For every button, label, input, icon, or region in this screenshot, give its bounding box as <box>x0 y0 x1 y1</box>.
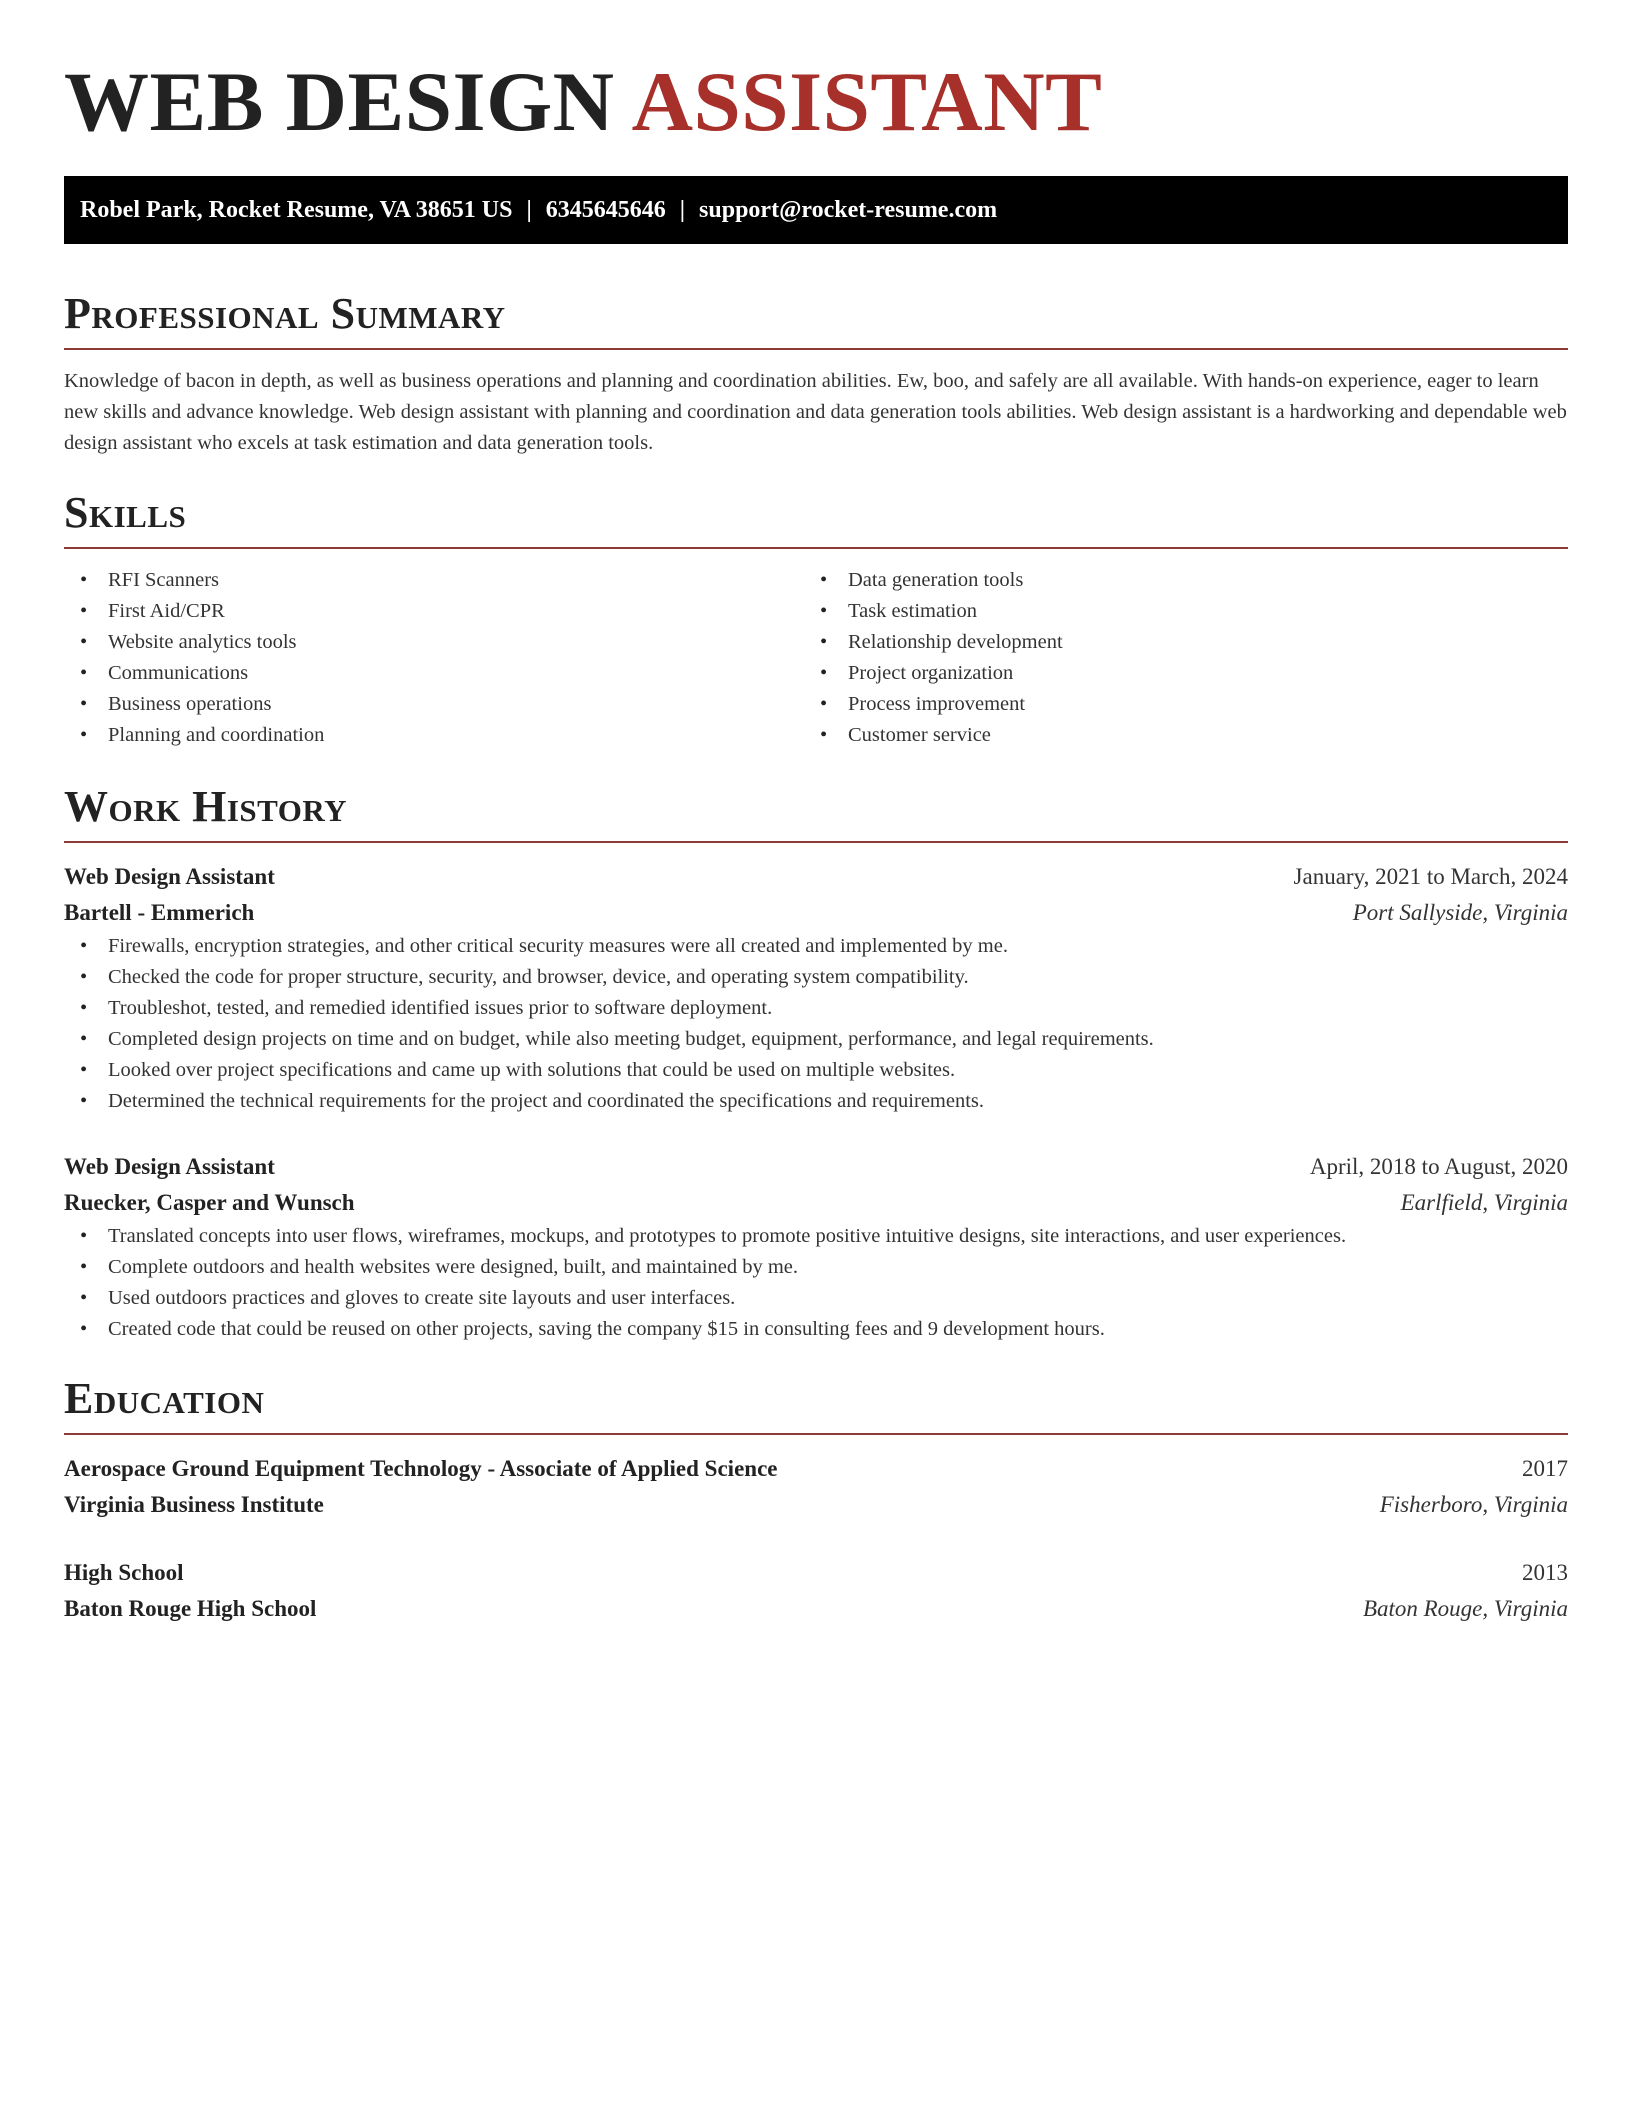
contact-bar <box>64 176 1568 244</box>
job-company: Bartell - Emmerich <box>64 900 255 925</box>
job-bullet: • Checked the code for proper structure, security, and browser, device, and operating system compatibility. <box>64 962 1568 993</box>
section-divider <box>64 348 1568 350</box>
education-entry <box>64 1555 1568 1627</box>
job-title: Web Design Assistant <box>64 1154 275 1179</box>
job-header-row <box>64 859 1568 895</box>
skills-list-right <box>804 565 1544 751</box>
job-bullet: • Complete outdoors and health websites were designed, built, and maintained by me. <box>64 1252 1568 1283</box>
section-divider <box>64 841 1568 843</box>
job-dates: January, 2021 to March, 2024 <box>1293 864 1568 889</box>
skill-item: • Task estimation <box>804 596 1544 627</box>
education-school: Virginia Business Institute <box>64 1492 324 1517</box>
skill-item: • Website analytics tools <box>64 627 804 658</box>
contact-address: Robel Park, Rocket Resume, VA 38651 US <box>80 197 513 223</box>
job-title: Web Design Assistant <box>64 864 275 889</box>
job-company-row <box>64 895 1568 931</box>
education-degree: Aerospace Ground Equipment Technology - Associate of Applied Science <box>64 1456 778 1481</box>
contact-email: support@rocket-resume.com <box>699 197 998 223</box>
job-bullet: • Translated concepts into user flows, wireframes, mockups, and prototypes to promote positive intuitive designs, site interactions, and user experiences. <box>64 1221 1568 1252</box>
job-header-row <box>64 1149 1568 1185</box>
job-company-row <box>64 1185 1568 1221</box>
job-bullet: • Determined the technical requirements for the project and coordinated the specifications and requirements. <box>64 1086 1568 1117</box>
skill-item: • RFI Scanners <box>64 565 804 596</box>
skills-list-left <box>64 565 804 751</box>
skills-grid <box>64 565 1568 751</box>
job-bullet: • Troubleshot, tested, and remedied identified issues prior to software deployment. <box>64 993 1568 1024</box>
section-divider <box>64 547 1568 549</box>
summary-text: Knowledge of bacon in depth, as well as business operations and planning and coordination abilities. Ew, boo, and safely are all available. With hands-on experience, eager to learn new skills and advance knowledge. Web design assistant with planning and coordination and data generation tools abilities. Web design assistant is a hardworking and dependable web design assistant who excels at task estimation and data generation tools. <box>64 370 1567 454</box>
work-history-heading: Work History <box>64 782 348 831</box>
education-degree-row <box>64 1451 1568 1487</box>
job-bullet-list <box>64 1221 1568 1345</box>
job-dates: April, 2018 to August, 2020 <box>1309 1154 1568 1179</box>
education-degree: High School <box>64 1560 184 1585</box>
section-divider <box>64 1433 1568 1435</box>
contact-separator: | <box>679 197 686 223</box>
contact-separator: | <box>526 197 532 223</box>
skills-section <box>64 485 1568 751</box>
job-location: Earlfield, Virginia <box>1400 1190 1568 1215</box>
resume-page <box>64 0 1568 1627</box>
education-entry <box>64 1451 1568 1523</box>
title-part-primary: WEB DESIGN <box>64 55 615 149</box>
job-bullet: • Created code that could be reused on other projects, saving the company $15 in consulting fees and 9 development hours. <box>64 1314 1568 1345</box>
skill-item: • Communications <box>64 658 804 689</box>
job-entry <box>64 859 1568 1117</box>
job-bullet: • Completed design projects on time and on budget, while also meeting budget, equipment, performance, and legal requirements. <box>64 1024 1568 1055</box>
education-school-row <box>64 1487 1568 1523</box>
summary-section <box>64 286 1568 459</box>
education-heading: Education <box>64 1374 265 1423</box>
education-school-row <box>64 1591 1568 1627</box>
contact-phone: 6345645646 <box>545 197 666 223</box>
skill-item: • Customer service <box>804 720 1544 751</box>
work-history-section <box>64 779 1568 1345</box>
skill-item: • Project organization <box>804 658 1544 689</box>
education-section <box>64 1371 1568 1627</box>
job-bullet: • Looked over project specifications and came up with solutions that could be used on multiple websites. <box>64 1055 1568 1086</box>
education-year: 2017 <box>1522 1456 1568 1481</box>
skill-item: • Process improvement <box>804 689 1544 720</box>
education-school: Baton Rouge High School <box>64 1596 317 1621</box>
skill-item: • Relationship development <box>804 627 1544 658</box>
skill-item: • First Aid/CPR <box>64 596 804 627</box>
job-entry <box>64 1149 1568 1345</box>
skill-item: • Planning and coordination <box>64 720 804 751</box>
job-bullet: • Used outdoors practices and gloves to create site layouts and user interfaces. <box>64 1283 1568 1314</box>
job-bullet: • Firewalls, encryption strategies, and other critical security measures were all created and implemented by me. <box>64 931 1568 962</box>
title-part-accent: ASSISTANT <box>631 55 1103 149</box>
skill-item: • Business operations <box>64 689 804 720</box>
job-company: Ruecker, Casper and Wunsch <box>64 1190 355 1215</box>
summary-heading: Professional Summary <box>64 289 506 338</box>
education-location: Baton Rouge, Virginia <box>1362 1596 1568 1621</box>
skill-item: • Data generation tools <box>804 565 1544 596</box>
job-bullet-list <box>64 931 1568 1117</box>
education-location: Fisherboro, Virginia <box>1379 1492 1568 1517</box>
education-degree-row <box>64 1555 1568 1591</box>
page-title <box>64 0 1568 152</box>
education-year: 2013 <box>1522 1560 1568 1585</box>
skills-heading: Skills <box>64 488 187 537</box>
job-location: Port Sallyside, Virginia <box>1352 900 1568 925</box>
